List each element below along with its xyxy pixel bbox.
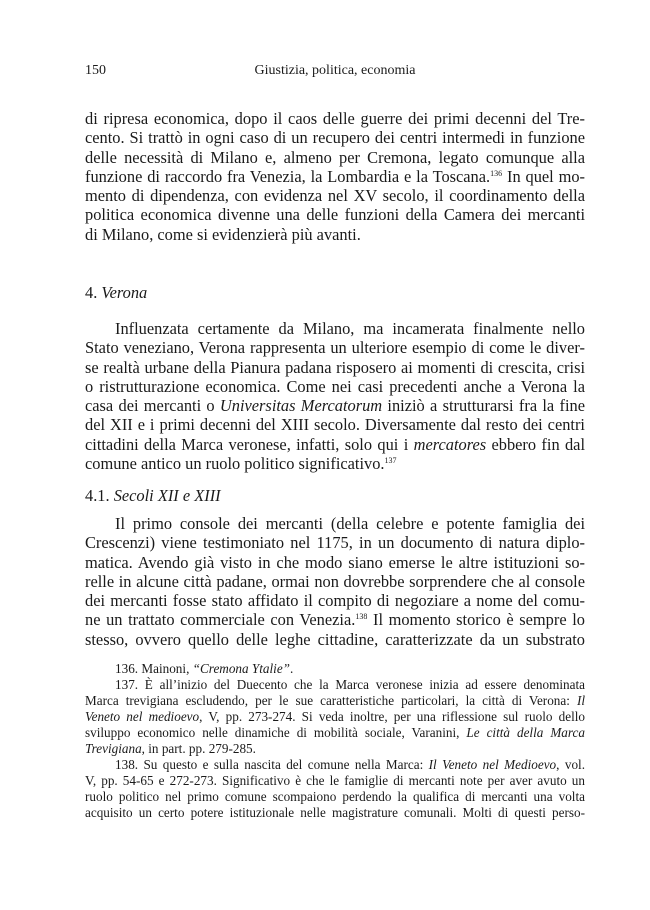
- text-run-italic: Universitas Mercatorum: [219, 396, 383, 416]
- text-run: ne un trattato commerciale con Venezia.: [85, 610, 356, 630]
- running-title: Giustizia, politica, economia: [254, 63, 416, 78]
- text-run: funzione di raccordo fra Venezia, la Lombardia e la Toscana.: [85, 166, 491, 186]
- text-line: [85, 610, 585, 629]
- paragraph-ripresa: [85, 109, 585, 244]
- text-line: se realtà urbane della Pianura padana risposero ai momenti di crescita, crisi: [85, 357, 585, 377]
- text-line: stesso, ovvero quello delle leghe cittadine, caratterizzate da un substrato: [85, 629, 585, 649]
- text-run: Marca trevigiana escludendo, per le sue caratteristiche particolari, la città di Verona:: [85, 693, 577, 708]
- text-run: 138. Su questo e sulla nascita del comune nella Marca:: [115, 757, 429, 772]
- text-run: cittadini della Marca veronese, infatti, solo qui i: [85, 434, 414, 454]
- text-run: Il momento storico è sempre lo: [367, 610, 585, 630]
- section-heading-verona: [85, 283, 147, 303]
- text-line: Il primo console dei mercanti (della celebre e potente famiglia dei: [115, 514, 585, 533]
- text-line: [85, 454, 585, 473]
- text-run-italic: Il Veneto nel Medioevo: [428, 757, 557, 772]
- paragraph-verona: [85, 319, 585, 473]
- text-line: politica economica divenne una delle funzioni della Camera dei mercanti: [85, 205, 585, 225]
- text-line: [85, 396, 585, 415]
- text-run: casa dei mercanti o: [85, 396, 220, 416]
- text-run: iniziò a strutturarsi fra la fine: [382, 396, 585, 416]
- footnote-137-line: [85, 725, 585, 741]
- text-run: , vol.: [556, 757, 586, 772]
- footnote-ref-136[interactable]: 136: [490, 168, 503, 178]
- text-run: comune antico un ruolo politico significativo.: [85, 454, 385, 474]
- running-head: [85, 61, 585, 81]
- text-run-italic: mercatores: [413, 434, 487, 454]
- section-number: 4.1.: [85, 486, 114, 505]
- text-run-italic: Trevigiana: [85, 741, 142, 756]
- footnote-138-line: [85, 757, 585, 773]
- footnotes: [85, 661, 585, 821]
- text-line: Influenzata certamente da Milano, ma incamerata finalmente nello: [115, 319, 585, 338]
- text-line: relle in alcune città padane, ormai non dovrebbe sorprendere che al console: [85, 571, 585, 591]
- footnote-138-line: V, pp. 54-65 e 272-273. Significativo è che le famiglie di mercanti note per aver avuto un: [85, 773, 585, 788]
- text-run: In quel mo-: [502, 166, 585, 186]
- text-line: dei mercanti fosse stato affidato il compito di negoziare a nome del comu-: [85, 591, 585, 611]
- text-line: o ristrutturazione economica. Come nei casi precedenti anche a Verona la: [85, 376, 585, 396]
- text-line: matica. Avendo già visto in che modo siano emerse le altre istituzioni so-: [85, 552, 585, 572]
- text-run: ebbero fin dal: [486, 434, 586, 454]
- text-line: di Milano, come si evidenzierà più avanti.: [85, 224, 361, 244]
- text-line: [85, 167, 585, 186]
- text-run: 136. Mainoni,: [115, 661, 193, 676]
- paragraph-console: [85, 514, 585, 649]
- text-run: , V, pp. 273-274. Si veda inoltre, per una riflessione sul ruolo dello: [199, 709, 585, 724]
- footnote-137-line: [85, 693, 585, 709]
- text-line: delle necessità di Milano e, almeno per Cremona, legato comunque alla: [85, 147, 585, 167]
- footnote-138-line: acquisito un certo potere istituzionale nelle magistrature comunali. Molti di questi perso-: [85, 805, 585, 820]
- footnote-ref-138[interactable]: 138: [355, 612, 368, 622]
- footnote-136: [85, 661, 585, 677]
- text-run-italic: Veneto nel medioevo: [85, 709, 200, 724]
- text-line: [85, 435, 585, 454]
- section-title: Verona: [101, 283, 148, 302]
- footnote-137-line: [85, 741, 585, 757]
- text-run-italic: “Cremona Ytalie”: [192, 661, 291, 676]
- text-run: .: [290, 661, 294, 676]
- text-run-italic: Le città della Marca: [466, 725, 585, 740]
- text-run: sviluppo economico nelle dinamiche di mobilità sociale, Varanini,: [85, 725, 467, 740]
- section-number: 4.: [85, 283, 102, 302]
- text-line: del XII e i primi decenni del XIII secolo. Diversamente dal resto dei centri: [85, 415, 585, 435]
- footnote-137-line: [85, 709, 585, 725]
- footnote-ref-137[interactable]: 137: [384, 456, 397, 466]
- text-line: di ripresa economica, dopo il caos delle guerre dei primi decenni del Tre-: [85, 109, 585, 128]
- text-run: , in part. pp. 279-285.: [141, 741, 256, 756]
- page-number: 150: [85, 63, 106, 78]
- footnote-137-line: 137. È all’inizio del Duecento che la Marca veronese inizia ad essere denominata: [115, 677, 585, 692]
- text-line: mento di dipendenza, con evidenza nel XV secolo, il coordinamento della: [85, 186, 585, 206]
- section-title: Secoli XII e XIII: [113, 486, 221, 505]
- subsection-heading-secoli: [85, 486, 221, 506]
- text-line: Crescenzi) viene testimoniato nel 1175, in un documento di natura diplo-: [85, 533, 585, 553]
- text-run-italic: Il: [576, 693, 585, 708]
- footnote-138-line: ruolo politico nel primo comune scompaiono perdendo la qualifica di mercanti una volta: [85, 789, 585, 804]
- text-line: cento. Si trattò in ogni caso di un recupero dei centri intermedi in funzione: [85, 128, 585, 148]
- text-line: Stato veneziano, Verona rappresenta un ulteriore esempio di come le diver-: [85, 338, 585, 358]
